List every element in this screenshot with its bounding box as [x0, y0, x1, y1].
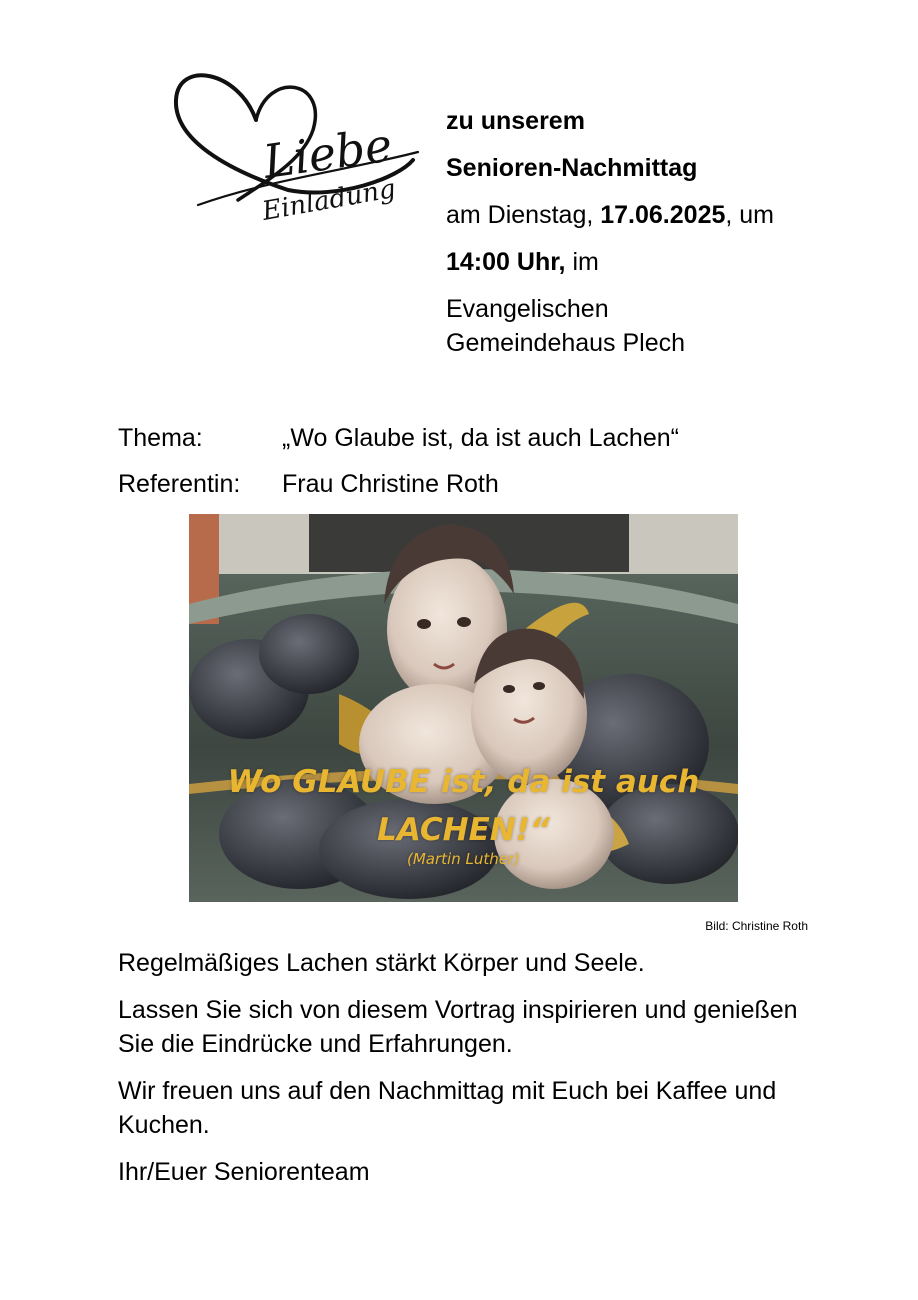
heart-icon: [168, 60, 423, 230]
speaker-value: Frau Christine Roth: [282, 470, 499, 498]
photo-credit: Bild: Christine Roth: [705, 919, 808, 933]
event-date: 17.06.2025: [600, 201, 726, 229]
event-date-line: [446, 198, 774, 232]
paragraph-inspiration: Lassen Sie sich von diesem Vortrag inspirieren und genießen Sie die Eindrücke und Erfahrungen.: [118, 996, 798, 1058]
logo-word-einladung: Einladung: [260, 173, 398, 227]
venue-line-2: Gemeindehaus Plech: [446, 329, 686, 357]
event-details: [118, 421, 679, 513]
photo-quote-author: (Martin Luther): [407, 850, 520, 868]
event-time-line: [446, 245, 774, 279]
event-name: Senioren-Nachmittag: [446, 154, 698, 182]
topic-value: „Wo Glaube ist, da ist auch Lachen“: [282, 424, 679, 452]
topic-label: Thema:: [118, 424, 203, 452]
speaker-row: [118, 467, 679, 513]
cherubs-photo: [189, 514, 738, 902]
event-time: 14:00 Uhr,: [446, 248, 566, 276]
date-suffix: , um: [725, 201, 774, 229]
signature: Ihr/Euer Seniorenteam: [118, 1158, 370, 1186]
intro-line-1: zu unserem: [446, 107, 585, 135]
body-text: [118, 946, 818, 1202]
paragraph-coffee: Wir freuen uns auf den Nachmittag mit Euch bei Kaffee und Kuchen.: [118, 1077, 777, 1139]
date-prefix: am Dienstag,: [446, 201, 601, 229]
topic-row: [118, 421, 679, 467]
speaker-label: Referentin:: [118, 470, 241, 498]
photo-quote-line-1: Wo GLAUBE ist, da ist auch: [227, 764, 700, 800]
venue-line-1: Evangelischen: [446, 295, 609, 323]
time-suffix: im: [565, 248, 599, 276]
logo-word-liebe: Liebe: [260, 117, 396, 189]
invitation-intro: [446, 104, 774, 360]
liebe-einladung-logo: [168, 60, 423, 230]
paragraph-laughter: Regelmäßiges Lachen stärkt Körper und Seele.: [118, 949, 645, 977]
photo-quote-line-2: LACHEN!“: [377, 812, 550, 848]
